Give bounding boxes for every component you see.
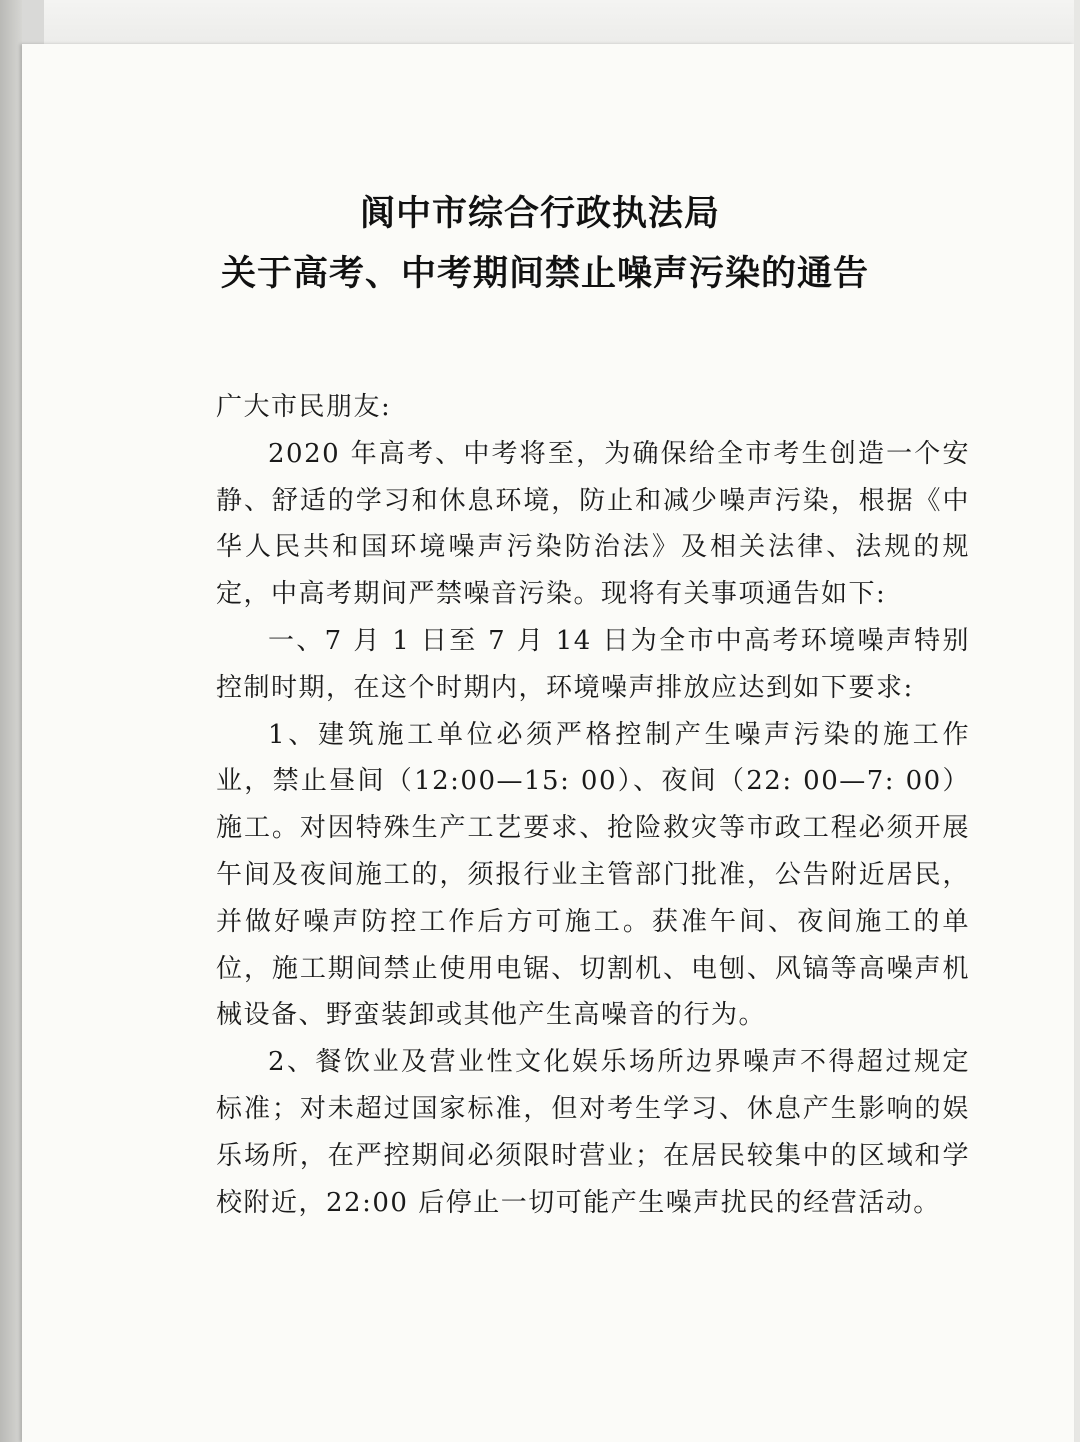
document-title (0, 184, 1080, 304)
paragraph-intro: 2020 年高考、中考将至，为确保给全市考生创造一个安静、舒适的学习和休息环境，防止和减少噪声污染，根据《中华人民共和国环境噪声污染防治法》及相关法律、法规的规定，中高考期间严禁噪音污染。现将有关事项通告如下: (216, 438, 970, 610)
scan-top-edge (44, 0, 1080, 44)
title-line-2: 关于高考、中考期间禁止噪声污染的通告 (220, 254, 869, 294)
paragraph-item-2: 2、餐饮业及营业性文化娱乐场所边界噪声不得超过规定标准；对未超过国家标准，但对考生学习、休息产生影响的娱乐场所，在严控期间必须限时营业；在居民较集中的区域和学校附近，22:00 后停止一切可能产生噪声扰民的经营活动。 (216, 1047, 970, 1218)
greeting: 广大市民朋友: (216, 392, 392, 422)
title-line-1: 阆中市综合行政执法局 (359, 194, 720, 234)
document-body (216, 384, 970, 1226)
paragraph-item-1: 1、建筑施工单位必须严格控制产生噪声污染的施工作业，禁止昼间（12:00—15: 00）、夜间（22: 00—7: 00）施工。对因特殊生产工艺要求、抢险救灾等市政工程必须开展午间及夜间施工的，须报行业主管部门批准，公告附近居民，并做好噪声防控工作后方可施工。获准午间、夜间施工的单位，施工期间禁止使用电锯、切割机、电刨、风镐等高噪声机械设备、野蛮装卸或其他产生高噪音的行为。 (216, 719, 970, 1031)
paragraph-section-1: 一、7 月 1 日至 7 月 14 日为全市中高考环境噪声特别控制时期，在这个时期内，环境噪声排放应达到如下要求: (216, 625, 970, 703)
